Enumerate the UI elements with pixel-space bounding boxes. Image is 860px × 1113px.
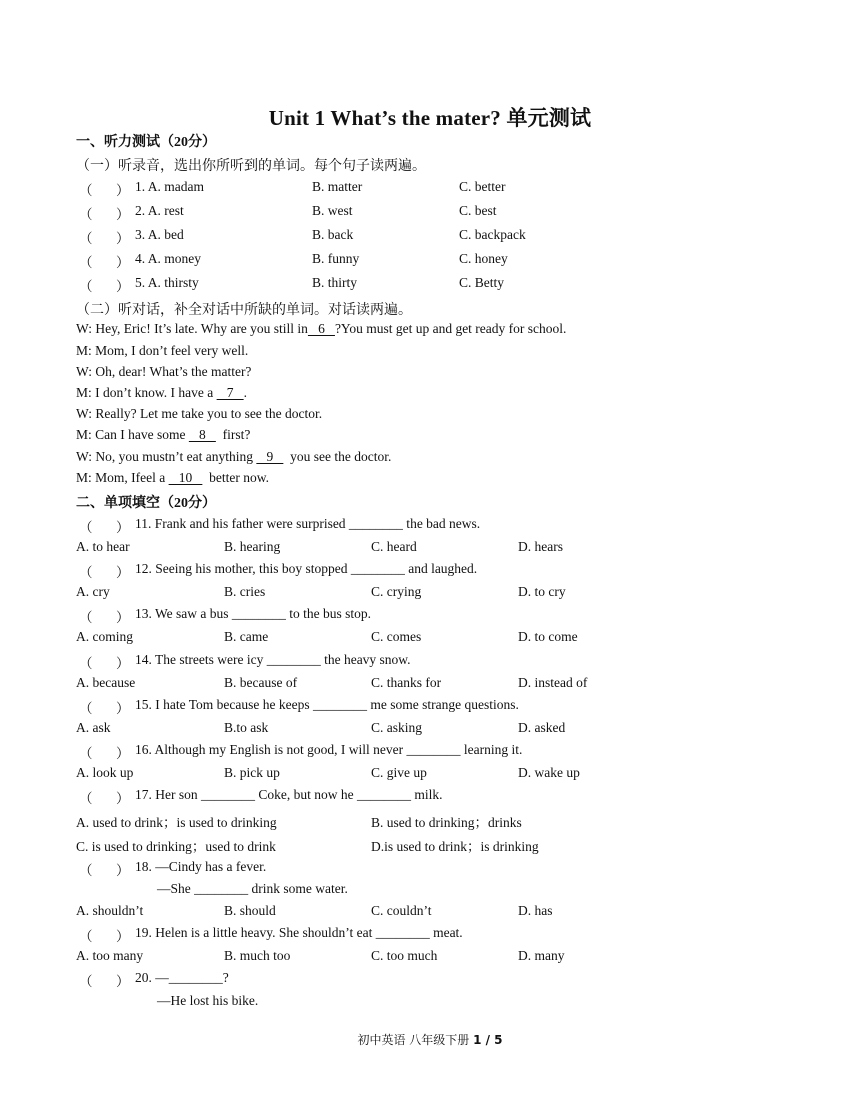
dialogue-blank: 10 — [168, 470, 203, 485]
listening-item — [0, 275, 860, 293]
part-1-heading: （一）听录音，选出你所听到的单词。每个句子读两遍。 — [76, 159, 426, 174]
answer-paren-open: （ — [79, 610, 93, 625]
question-text: 14. The streets were icy ________ the heavy snow. — [135, 652, 411, 667]
options-row — [0, 948, 860, 966]
question-row — [0, 970, 860, 988]
options-row — [0, 539, 860, 557]
question-row — [0, 859, 860, 877]
answer-paren-close: ） — [116, 656, 130, 671]
option-b: B. much too — [224, 948, 291, 963]
answer-paren-close: ） — [116, 746, 130, 761]
dialogue-blank: 6 — [307, 321, 335, 336]
option-a: A. used to drink；is used to drinking — [76, 815, 277, 830]
answer-paren-close: ） — [116, 255, 130, 270]
answer-paren-close: ） — [116, 520, 130, 535]
option-c: C. thanks for — [371, 675, 442, 690]
dialogue-text: W: No, you mustn’t eat anything — [76, 449, 257, 464]
item-option-a: 1. A. madam — [135, 179, 204, 194]
question-text: 11. Frank and his father were surprised ________ the bad news. — [135, 516, 481, 531]
listening-item — [0, 251, 860, 269]
options-row — [0, 629, 860, 647]
option-c: C. too much — [371, 948, 438, 963]
item-option-c: C. Betty — [459, 275, 505, 290]
answer-paren-open: （ — [79, 791, 93, 806]
item-option-c: C. best — [459, 203, 497, 218]
dialogue-text: M: Can I have some — [76, 427, 189, 442]
dialogue-text: W: Really? Let me take you to see the doctor. — [76, 406, 323, 421]
option-d: D. wake up — [518, 765, 580, 780]
answer-paren-close: ） — [116, 701, 130, 716]
answer-paren-close: ） — [116, 565, 130, 580]
answer-paren-open: （ — [79, 863, 93, 878]
dialogue-line — [76, 427, 250, 443]
dialogue-text: W: Hey, Eric! It’s late. Why are you still in — [76, 321, 308, 336]
options-row — [0, 720, 860, 738]
dialogue-text: M: Mom, Ifeel a — [76, 470, 169, 485]
option-c: C. crying — [371, 584, 422, 599]
option-b: B. pick up — [224, 765, 280, 780]
item-option-c: C. honey — [459, 251, 508, 266]
answer-paren-open: （ — [79, 565, 93, 580]
answer-paren-open: （ — [79, 183, 93, 198]
dialogue-text-after: . — [243, 385, 247, 400]
question-row — [0, 561, 860, 579]
option-d: D. hears — [518, 539, 563, 554]
answer-paren-open: （ — [79, 207, 93, 222]
option-a: A. shouldn’t — [76, 903, 144, 918]
part-2-heading: （二）听对话，补全对话中所缺的单词。对话读两遍。 — [76, 303, 412, 318]
option-a: A. because — [76, 675, 136, 690]
section-1-heading: 一、听力测试（20分） — [76, 135, 216, 150]
item-option-b: B. back — [312, 227, 354, 242]
option-c: C. asking — [371, 720, 423, 735]
options-row — [0, 835, 860, 853]
dialogue-text-after: better now. — [202, 470, 269, 485]
dialogue-blank: 8 — [188, 427, 216, 442]
option-c: C. is used to drinking；used to drink — [76, 839, 276, 854]
answer-paren-close: ） — [116, 207, 130, 222]
question-text: 18. —Cindy has a fever. — [135, 859, 267, 874]
item-option-b: B. west — [312, 203, 353, 218]
option-a: A. coming — [76, 629, 133, 644]
dialogue-line — [76, 321, 566, 337]
page-title: Unit 1 What’s the mater? 单元测试 — [268, 106, 592, 130]
dialogue-blank: 9 — [256, 449, 284, 464]
question-row — [0, 787, 860, 805]
dialogue-line — [76, 406, 322, 422]
item-option-a: 5. A. thirsty — [135, 275, 199, 290]
question-text: 13. We saw a bus ________ to the bus stop. — [135, 606, 372, 621]
listening-item — [0, 179, 860, 197]
option-b: B. because of — [224, 675, 298, 690]
option-d: D.is used to drink；is drinking — [371, 839, 539, 854]
option-a: A. too many — [76, 948, 144, 963]
footer-text: 初中英语 八年级下册 — [357, 1033, 474, 1047]
option-d: D. to cry — [518, 584, 566, 599]
option-b: B. came — [224, 629, 269, 644]
option-b: B. should — [224, 903, 276, 918]
options-row — [0, 765, 860, 783]
question-text: 16. Although my English is not good, I will never ________ learning it. — [135, 742, 523, 757]
question-text: 15. I hate Tom because he keeps ________ me some strange questions. — [135, 697, 519, 712]
option-c: C. give up — [371, 765, 427, 780]
item-option-a: 3. A. bed — [135, 227, 184, 242]
answer-paren-close: ） — [116, 279, 130, 294]
item-option-b: B. funny — [312, 251, 360, 266]
item-option-c: C. backpack — [459, 227, 526, 242]
question-row — [0, 652, 860, 670]
dialogue-line — [76, 470, 269, 486]
answer-paren-close: ） — [116, 791, 130, 806]
answer-paren-close: ） — [116, 929, 130, 944]
dialogue-text-after: first? — [215, 427, 251, 442]
answer-paren-open: （ — [79, 231, 93, 246]
listening-item — [0, 227, 860, 245]
dialogue-line — [76, 364, 251, 380]
question-row — [0, 925, 860, 943]
answer-paren-close: ） — [116, 231, 130, 246]
answer-paren-open: （ — [79, 929, 93, 944]
option-c: C. heard — [371, 539, 417, 554]
option-b: B.to ask — [224, 720, 269, 735]
question-text: 12. Seeing his mother, this boy stopped ________ and laughed. — [135, 561, 478, 576]
option-a: A. look up — [76, 765, 134, 780]
option-d: D. asked — [518, 720, 566, 735]
dialogue-line — [76, 449, 391, 465]
answer-paren-open: （ — [79, 701, 93, 716]
answer-paren-close: ） — [116, 863, 130, 878]
option-d: D. to come — [518, 629, 578, 644]
option-d: D. has — [518, 903, 553, 918]
question-row — [0, 606, 860, 624]
item-option-b: B. matter — [312, 179, 363, 194]
option-c: C. comes — [371, 629, 422, 644]
options-row — [0, 811, 860, 829]
dialogue-text-after: you see the doctor. — [283, 449, 392, 464]
option-d: D. many — [518, 948, 565, 963]
page-footer — [0, 1031, 860, 1048]
question-row — [0, 742, 860, 760]
answer-paren-open: （ — [79, 656, 93, 671]
question-text: —She ________ drink some water. — [157, 881, 348, 896]
option-a: A. to hear — [76, 539, 130, 554]
page-number: 1 / 5 — [473, 1033, 503, 1047]
item-option-a: 2. A. rest — [135, 203, 184, 218]
question-row — [0, 697, 860, 715]
dialogue-line — [76, 385, 247, 401]
item-option-a: 4. A. money — [135, 251, 201, 266]
answer-paren-open: （ — [79, 746, 93, 761]
option-b: B. used to drinking；drinks — [371, 815, 522, 830]
question-text: —He lost his bike. — [157, 993, 259, 1008]
option-d: D. instead of — [518, 675, 588, 690]
option-c: C. couldn’t — [371, 903, 432, 918]
answer-paren-close: ） — [116, 974, 130, 989]
option-a: A. ask — [76, 720, 111, 735]
dialogue-blank: 7 — [216, 385, 244, 400]
option-b: B. cries — [224, 584, 266, 599]
dialogue-text: M: Mom, I don’t feel very well. — [76, 343, 249, 358]
question-continuation — [0, 993, 860, 1011]
question-continuation — [0, 881, 860, 899]
listening-item — [0, 203, 860, 221]
answer-paren-open: （ — [79, 520, 93, 535]
option-b: B. hearing — [224, 539, 281, 554]
item-option-b: B. thirty — [312, 275, 358, 290]
option-a: A. cry — [76, 584, 110, 599]
answer-paren-close: ） — [116, 610, 130, 625]
options-row — [0, 903, 860, 921]
question-row — [0, 516, 860, 534]
question-text: 17. Her son ________ Coke, but now he ________ milk. — [135, 787, 443, 802]
dialogue-line — [76, 343, 248, 359]
options-row — [0, 584, 860, 602]
dialogue-text-after: ?You must get up and get ready for school. — [334, 321, 567, 336]
item-option-c: C. better — [459, 179, 506, 194]
section-2-heading: 二、单项填空（20分） — [76, 496, 216, 511]
question-text: 19. Helen is a little heavy. She shouldn’t eat ________ meat. — [135, 925, 463, 940]
answer-paren-open: （ — [79, 255, 93, 270]
dialogue-text: M: I don’t know. I have a — [76, 385, 217, 400]
answer-paren-close: ） — [116, 183, 130, 198]
dialogue-text: W: Oh, dear! What’s the matter? — [76, 364, 252, 379]
options-row — [0, 675, 860, 693]
answer-paren-open: （ — [79, 974, 93, 989]
question-text: 20. —________? — [135, 970, 229, 985]
answer-paren-open: （ — [79, 279, 93, 294]
